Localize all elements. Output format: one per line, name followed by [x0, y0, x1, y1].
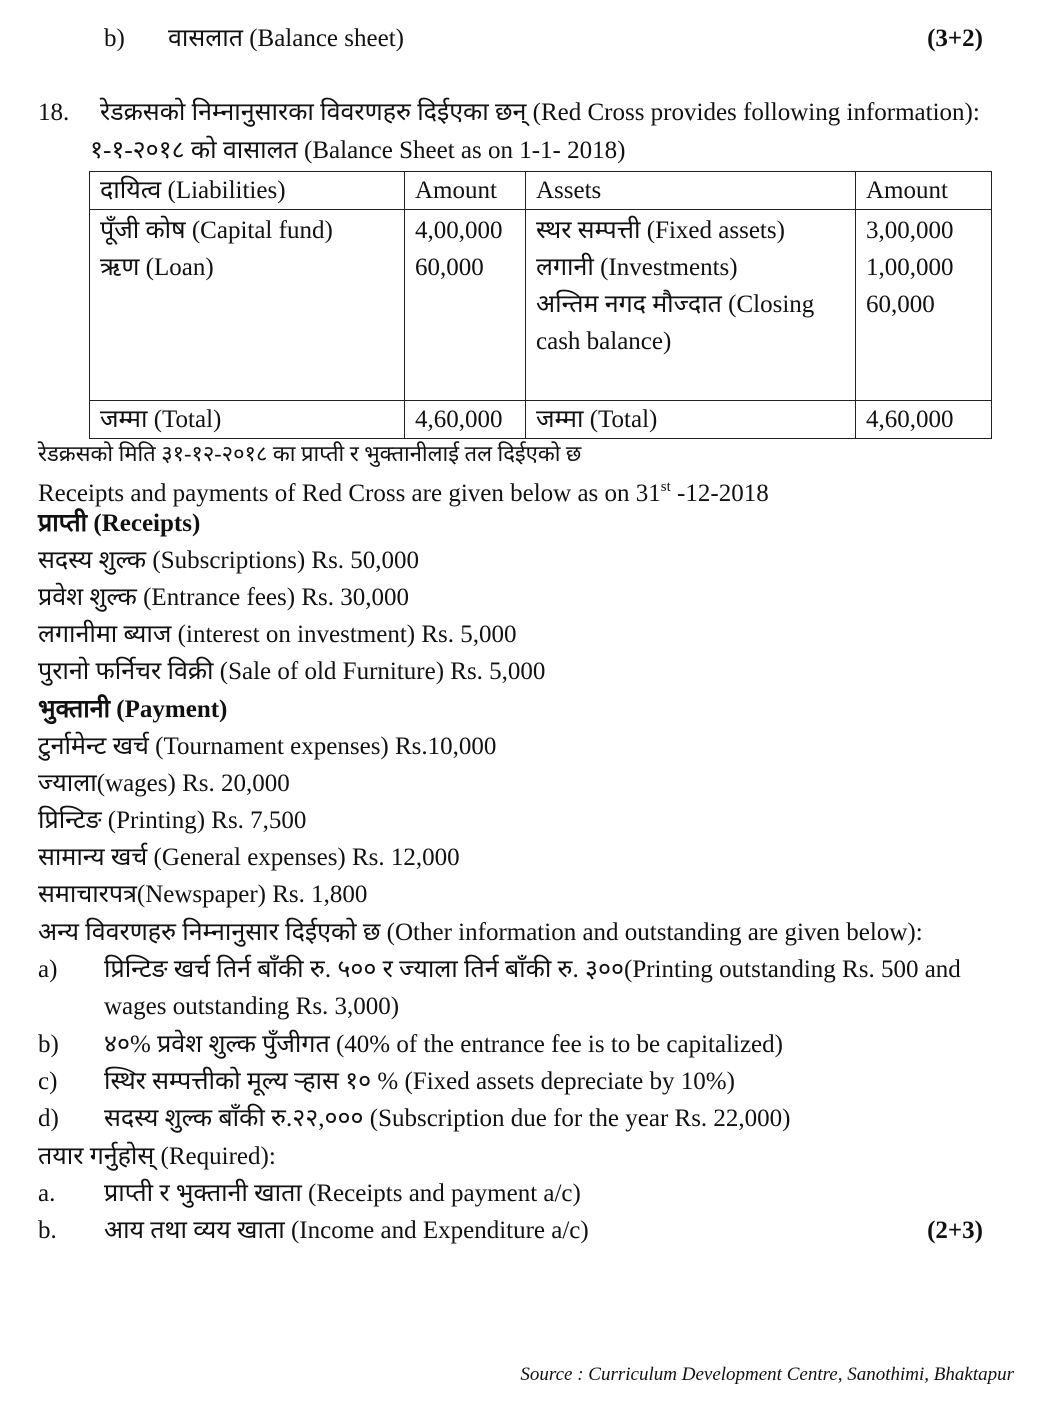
table-total-row	[90, 401, 992, 439]
prev-item-text: वासलात (Balance sheet)	[168, 25, 404, 52]
rp-intro-english	[38, 470, 769, 511]
asset-amount-fixed-assets: 3,00,000	[866, 217, 954, 244]
other-info-c-text: स्थिर सम्पत्तीको मूल्य ऱ्हास १० % (Fixed assets depreciate by 10%)	[104, 1068, 735, 1095]
asset-closing-cash: अन्तिम नगद मौज्दात (Closing cash balance)	[536, 291, 815, 355]
required-b-text: आय तथा व्यय खाता (Income and Expenditure a/c)	[104, 1217, 589, 1244]
asset-amounts-cell	[856, 210, 992, 401]
other-info-d-text: सदस्य शुल्क बाँकी रु.२२,००० (Subscription due for the year Rs. 22,000)	[104, 1105, 791, 1132]
other-info-a-line2: wages outstanding Rs. 3,000)	[104, 993, 400, 1020]
required-a-text: प्राप्ती र भुक्तानी खाता (Receipts and payment a/c)	[104, 1180, 581, 1207]
balance-sheet-table	[89, 171, 992, 439]
source-credit: Source : Curriculum Development Centre, Sanothimi, Bhaktapur	[520, 1364, 1014, 1385]
list-item: लगानीमा ब्याज (interest on investment) Rs. 5,000	[38, 621, 517, 648]
rp-intro-date: -12-2018	[670, 480, 769, 507]
other-info-b-text: ४०% प्रवेश शुल्क पुँजीगत (40% of the entrance fee is to be capitalized)	[104, 1031, 783, 1058]
list-item: प्रवेश शुल्क (Entrance fees) Rs. 30,000	[38, 584, 409, 611]
prev-item-label: b)	[104, 25, 125, 52]
question-intro: रेडक्रसको निम्नानुसारका विवरणहरु दिईएका छन् (Red Cross provides following information):	[100, 99, 980, 126]
rp-intro-superscript: st	[660, 479, 671, 495]
liability-amount-capital-fund: 4,00,000	[415, 217, 503, 244]
total-label-right: जम्मा (Total)	[526, 401, 856, 439]
payments-heading: भुक्तानी (Payment)	[38, 696, 228, 723]
list-item: समाचारपत्र(Newspaper) Rs. 1,800	[38, 881, 368, 908]
required-marks: (2+3)	[927, 1217, 983, 1244]
required-a-label: a.	[38, 1180, 56, 1207]
asset-investments: लगानी (Investments)	[536, 254, 738, 281]
table-header-row	[90, 172, 992, 210]
liability-amount-loan: 60,000	[415, 254, 484, 281]
total-amount-right: 4,60,000	[856, 401, 992, 439]
rp-intro-text: Receipts and payments of Red Cross are given below as on 31	[38, 480, 661, 507]
asset-fixed-assets: स्थर सम्पत्ती (Fixed assets)	[536, 217, 785, 244]
list-item: सामान्य खर्च (General expenses) Rs. 12,000	[38, 844, 460, 871]
rp-intro-nepali: रेडक्रसको मिति ३१-१२-२०१८ का प्राप्ती र भुक्तानीलाई तल दिईएको छ	[38, 441, 582, 466]
total-label-left: जम्मा (Total)	[90, 401, 405, 439]
receipts-heading: प्राप्ती (Receipts)	[38, 510, 201, 537]
other-info-heading: अन्य विवरणहरु निम्नानुसार दिईएको छ (Other information and outstanding are given below):	[38, 919, 923, 946]
total-amount-left: 4,60,000	[405, 401, 526, 439]
prev-item-marks: (3+2)	[927, 25, 983, 52]
header-assets: Assets	[526, 172, 856, 210]
list-item: सदस्य शुल्क (Subscriptions) Rs. 50,000	[38, 547, 420, 574]
liabilities-cell	[90, 210, 405, 401]
question-number: 18.	[38, 99, 70, 126]
other-info-b-label: b)	[38, 1031, 59, 1058]
assets-cell	[526, 210, 856, 401]
asset-amount-closing-cash: 60,000	[866, 291, 935, 318]
required-b-label: b.	[38, 1217, 57, 1244]
balance-sheet-title: १-१-२०१८ को वासालत (Balance Sheet as on 1-1- 2018)	[90, 137, 626, 164]
other-info-a-line1: प्रिन्टिङ खर्च तिर्न बाँकी रु. ५०० र ज्याला तिर्न बाँकी रु. ३००(Printing outstanding Rs. 500 and	[104, 956, 961, 983]
header-amount-right: Amount	[856, 172, 992, 210]
header-liabilities: दायित्व (Liabilities)	[90, 172, 405, 210]
list-item: प्रिन्टिङ (Printing) Rs. 7,500	[38, 807, 307, 834]
other-info-d-label: d)	[38, 1105, 59, 1132]
header-amount-left: Amount	[405, 172, 526, 210]
liability-capital-fund: पूँजी कोष (Capital fund)	[100, 217, 333, 244]
list-item: ज्याला(wages) Rs. 20,000	[38, 770, 290, 797]
other-info-a-label: a)	[38, 956, 58, 983]
asset-amount-investments: 1,00,000	[866, 254, 954, 281]
liability-loan: ऋण (Loan)	[100, 254, 214, 281]
liability-amounts-cell	[405, 210, 526, 401]
table-row	[90, 210, 992, 401]
list-item: टुर्नामेन्ट खर्च (Tournament expenses) Rs.10,000	[38, 733, 497, 760]
required-heading: तयार गर्नुहोस् (Required):	[38, 1143, 276, 1170]
other-info-c-label: c)	[38, 1068, 58, 1095]
list-item: पुरानो फर्निचर विक्री (Sale of old Furniture) Rs. 5,000	[38, 658, 546, 685]
